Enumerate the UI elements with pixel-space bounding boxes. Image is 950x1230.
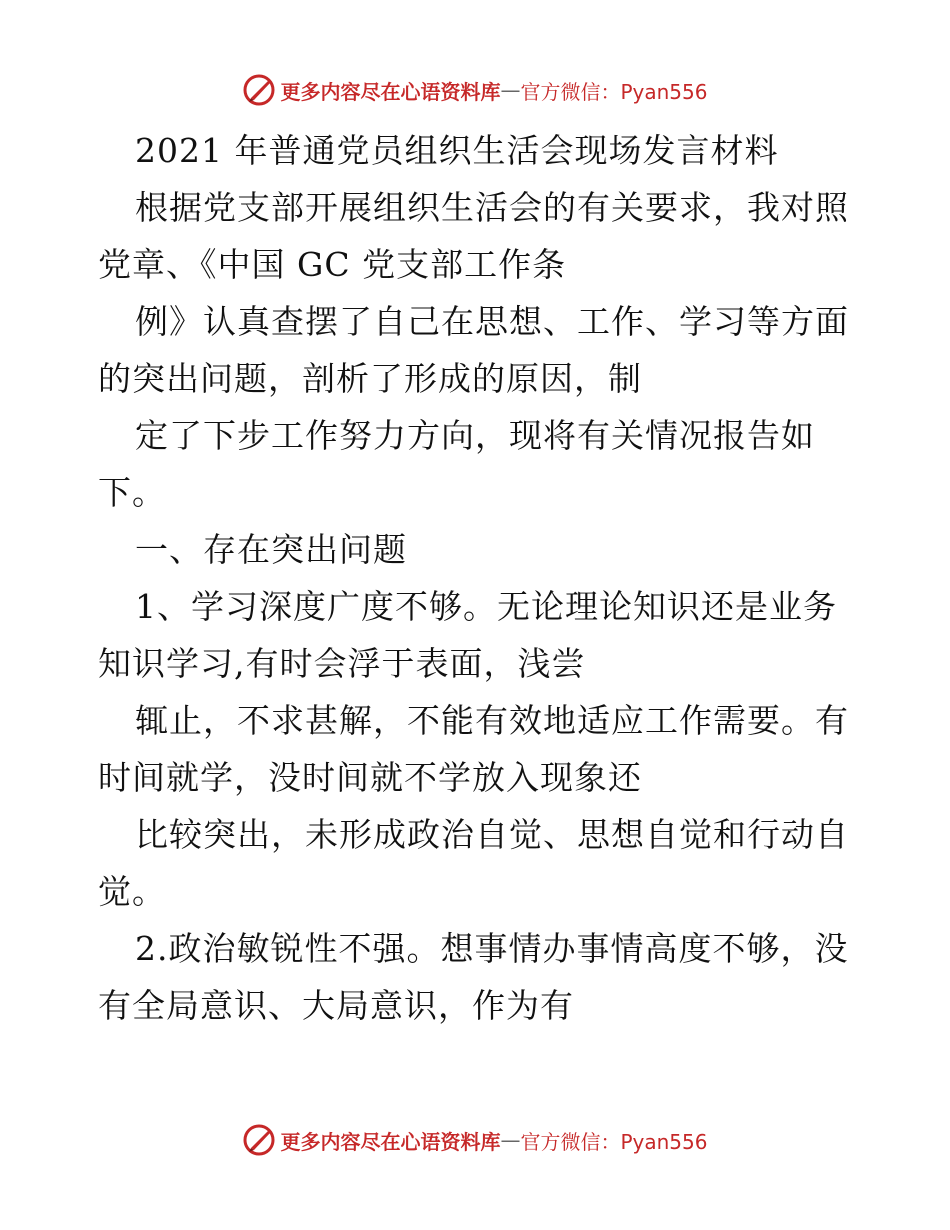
- paragraph-line: 党章、《中国 GC 党支部工作条: [98, 245, 567, 284]
- paragraph-line: 比较突出，未形成政治自觉、思想自觉和行动自: [135, 815, 849, 854]
- paragraph-line: 下。: [98, 473, 166, 512]
- paragraph-line: 时间就学，没时间就不学放入现象还: [98, 758, 642, 797]
- quill-pen-circle-icon: [242, 73, 276, 107]
- watermark-site-text: 更多内容尽在心语资料库: [280, 79, 501, 104]
- watermark-site-text: 更多内容尽在心语资料库: [280, 1129, 501, 1154]
- paragraph-line: 辄止，不求甚解，不能有效地适应工作需要。有: [135, 701, 849, 740]
- watermark-separator: —: [500, 78, 521, 102]
- paragraph-line: 觉。: [98, 872, 166, 911]
- footer-watermark: [0, 1120, 950, 1160]
- quill-pen-circle-icon: [242, 1123, 276, 1157]
- document-title: 2021 年普通党员组织生活会现场发言材料: [135, 131, 779, 170]
- watermark-separator: —: [500, 1128, 521, 1152]
- paragraph-line: 定了下步工作努力方向，现将有关情况报告如: [135, 416, 815, 455]
- paragraph-line: 有全局意识、大局意识，作为有: [98, 986, 574, 1025]
- paragraph-line: 例》认真查摆了自己在思想、工作、学习等方面: [135, 302, 849, 341]
- paragraph-line: 根据党支部开展组织生活会的有关要求，我对照: [135, 188, 849, 227]
- watermark-wechat-text: 官方微信：Pyan556: [520, 1129, 708, 1154]
- paragraph-line: 1、学习深度广度不够。无论理论知识还是业务: [135, 587, 837, 626]
- paragraph-line: 的突出问题，剖析了形成的原因，制: [98, 359, 642, 398]
- watermark-wechat-text: 官方微信：Pyan556: [520, 79, 708, 104]
- paragraph-line: 知识学习,有时会浮于表面，浅尝: [98, 644, 586, 683]
- section-heading: 一、存在突出问题: [135, 530, 407, 569]
- header-watermark: [0, 70, 950, 110]
- document-body: [98, 122, 858, 1034]
- paragraph-line: 2.政治敏锐性不强。想事情办事情高度不够，没: [135, 929, 849, 968]
